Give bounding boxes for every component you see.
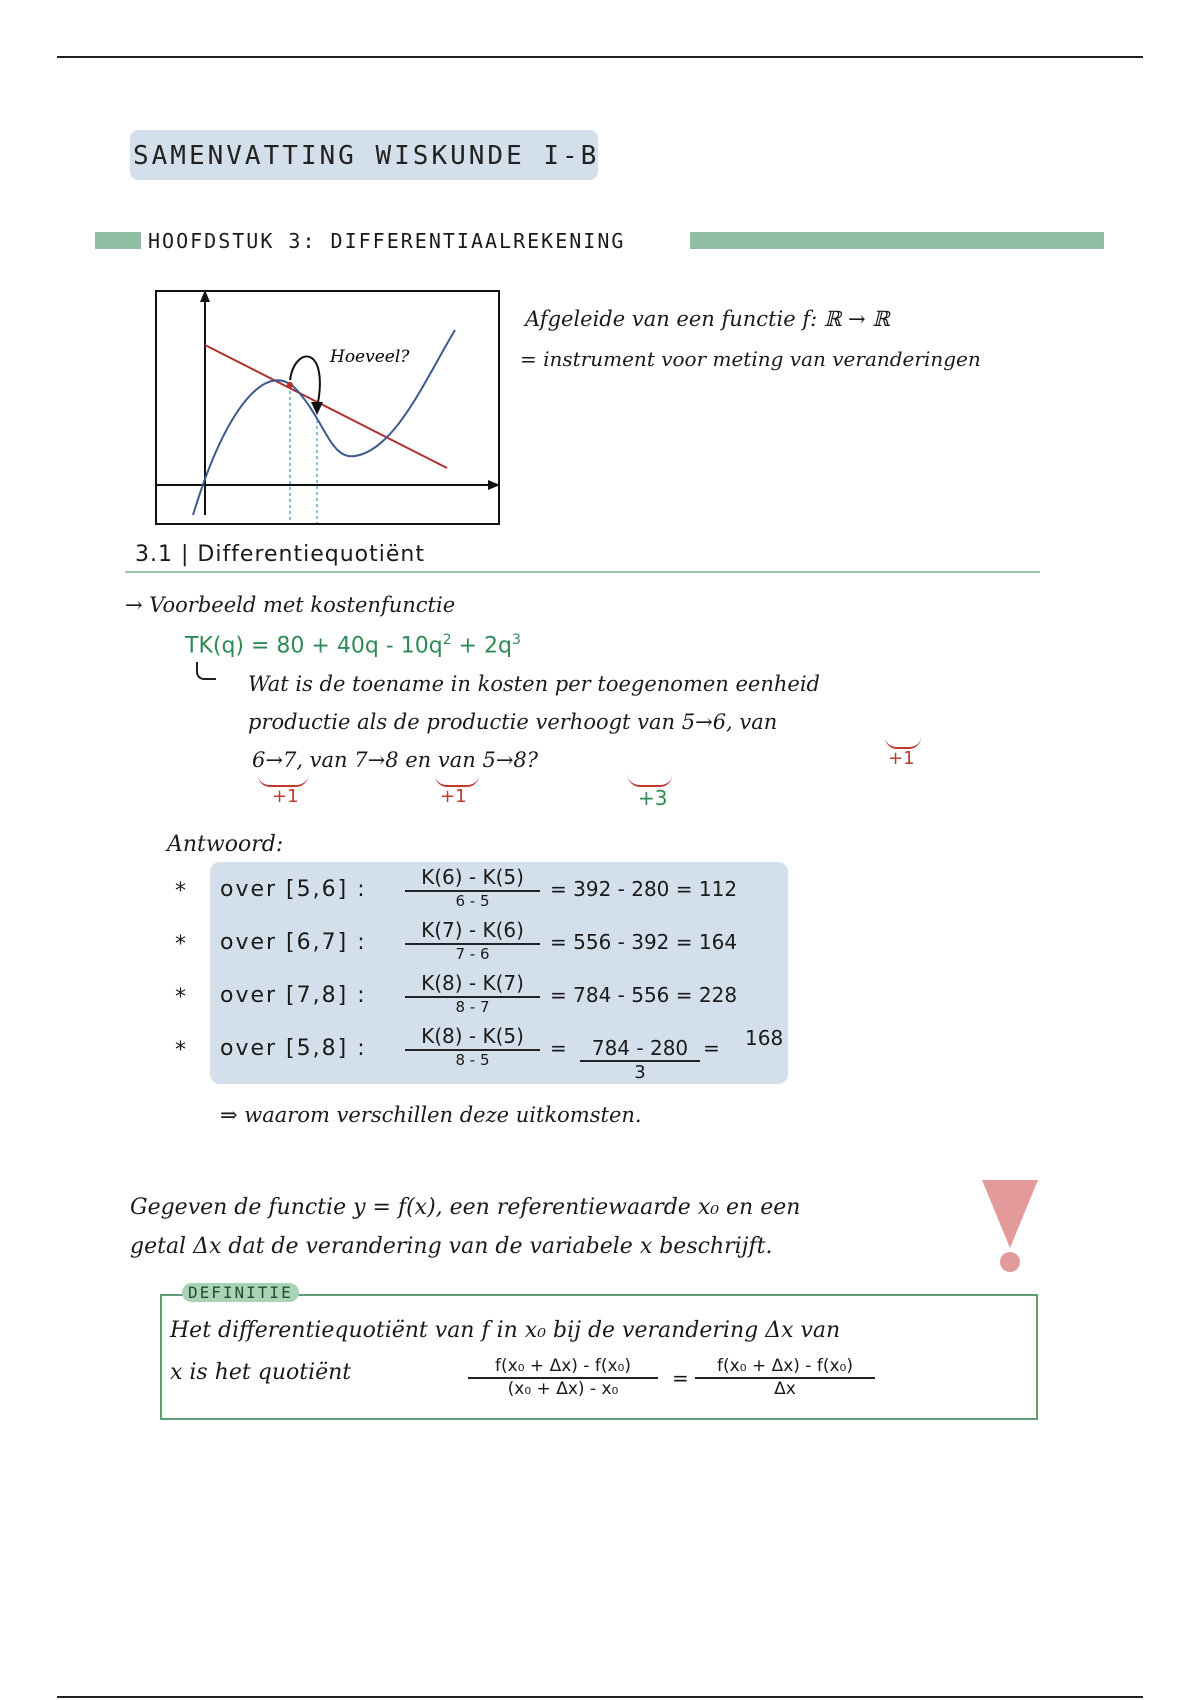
interval-label: over [5,6] : — [220, 877, 367, 902]
fraction-denominator: 8 - 7 — [455, 998, 490, 1016]
section-rule — [125, 571, 1040, 573]
fraction-denominator: 6 - 5 — [455, 892, 490, 910]
example-intro: → Voorbeeld met kostenfunctie — [125, 593, 456, 617]
definition-fraction-2 — [695, 1356, 875, 1399]
question-line-2: productie als de productie verhoogt van 5→6, van — [248, 710, 778, 734]
fraction-numerator: K(8) - K(7) — [405, 971, 540, 998]
formula-base: TK(q) = 80 + 40q - 10q — [185, 633, 443, 659]
interval-label: over [7,8] : — [220, 983, 367, 1008]
question-line-3: 6→7, van 7→8 en van 5→8? — [252, 748, 539, 772]
definition-fraction-1-numerator: f(x₀ + Δx) - f(x₀) — [468, 1356, 658, 1379]
answer-row — [175, 1024, 795, 1083]
result-numerator: 784 - 280 — [580, 1036, 700, 1062]
cost-formula — [185, 632, 521, 658]
increment-7-8: +1 — [440, 786, 467, 807]
bullet-star: * — [175, 1038, 186, 1063]
exclamation-triangle-icon — [980, 1178, 1040, 1273]
row-equals-2: = — [703, 1036, 720, 1060]
difference-fraction — [405, 971, 540, 1016]
fraction-numerator: K(8) - K(5) — [405, 1024, 540, 1051]
function-curve — [193, 330, 455, 515]
bullet-star: * — [175, 985, 186, 1010]
definition-fraction-1-denominator: (x₀ + Δx) - x₀ — [507, 1379, 619, 1399]
row-equals: = — [550, 1036, 567, 1060]
bottom-rule — [57, 1696, 1143, 1698]
definition-fraction-2-denominator: Δx — [774, 1379, 796, 1399]
answer-row — [175, 918, 795, 968]
derivative-line-2: = instrument voor meting van veranderingen — [520, 347, 981, 371]
answer-row — [175, 971, 795, 1021]
definition-label: DEFINITIE — [182, 1283, 299, 1302]
top-rule — [57, 56, 1143, 58]
formula-mid: + 2q — [451, 633, 512, 659]
interval-label: over [5,8] : — [220, 1036, 367, 1061]
row-result: 168 — [745, 1026, 784, 1050]
definition-fraction-1 — [468, 1356, 658, 1399]
bullet-star: * — [175, 879, 186, 904]
fraction-denominator: 7 - 6 — [455, 945, 490, 963]
difference-fraction — [405, 918, 540, 963]
formula-exp-1: 2 — [442, 632, 452, 648]
result-fraction — [580, 1036, 700, 1083]
row-result: = 392 - 280 = 112 — [550, 877, 738, 901]
derivative-line-1: Afgeleide van een functie f: ℝ → ℝ — [525, 307, 890, 331]
hook-arrow-icon — [196, 662, 216, 680]
section-heading: 3.1 | Differentiequotiënt — [135, 542, 425, 567]
chapter-heading: HOOFDSTUK 3: DIFFERENTIAALREKENING — [148, 229, 626, 253]
result-denominator: 3 — [634, 1062, 646, 1083]
answer-label: Antwoord: — [167, 832, 284, 857]
row-result: = 556 - 392 = 164 — [550, 930, 738, 954]
bullet-star: * — [175, 932, 186, 957]
fraction-denominator: 8 - 5 — [455, 1051, 490, 1069]
increment-6-7: +1 — [272, 786, 299, 807]
given-line-2: getal Δx dat de verandering van de variabele x beschrijft. — [130, 1234, 773, 1259]
why-question: ⇒ waarom verschillen deze uitkomsten. — [220, 1103, 642, 1127]
interval-label: over [6,7] : — [220, 930, 367, 955]
tangent-point — [287, 382, 293, 388]
chapter-bar-left — [95, 232, 141, 249]
definition-line-1: Het differentiequotiënt van f in x₀ bij de verandering Δx van — [170, 1318, 841, 1343]
fraction-numerator: K(7) - K(6) — [405, 918, 540, 945]
increment-5-6: +1 — [888, 748, 915, 769]
page-title: SAMENVATTING WISKUNDE I-B — [133, 141, 600, 171]
derivative-graph — [155, 290, 500, 525]
given-line-1: Gegeven de functie y = f(x), een referentiewaarde x₀ en een — [130, 1195, 801, 1220]
row-result: = 784 - 556 = 228 — [550, 983, 738, 1007]
question-line-1: Wat is de toename in kosten per toegenomen eenheid — [248, 672, 820, 696]
formula-exp-2: 3 — [512, 632, 521, 648]
definition-line-2: x is het quotiënt — [170, 1360, 352, 1385]
definition-equals: = — [672, 1366, 689, 1390]
increment-5-8: +3 — [638, 786, 668, 810]
fraction-numerator: K(6) - K(5) — [405, 865, 540, 892]
difference-fraction — [405, 865, 540, 910]
definition-fraction-2-numerator: f(x₀ + Δx) - f(x₀) — [695, 1356, 875, 1379]
chapter-bar-right — [690, 232, 1104, 249]
answer-row — [175, 865, 795, 915]
difference-fraction — [405, 1024, 540, 1069]
graph-label: Hoeveel? — [330, 347, 410, 367]
